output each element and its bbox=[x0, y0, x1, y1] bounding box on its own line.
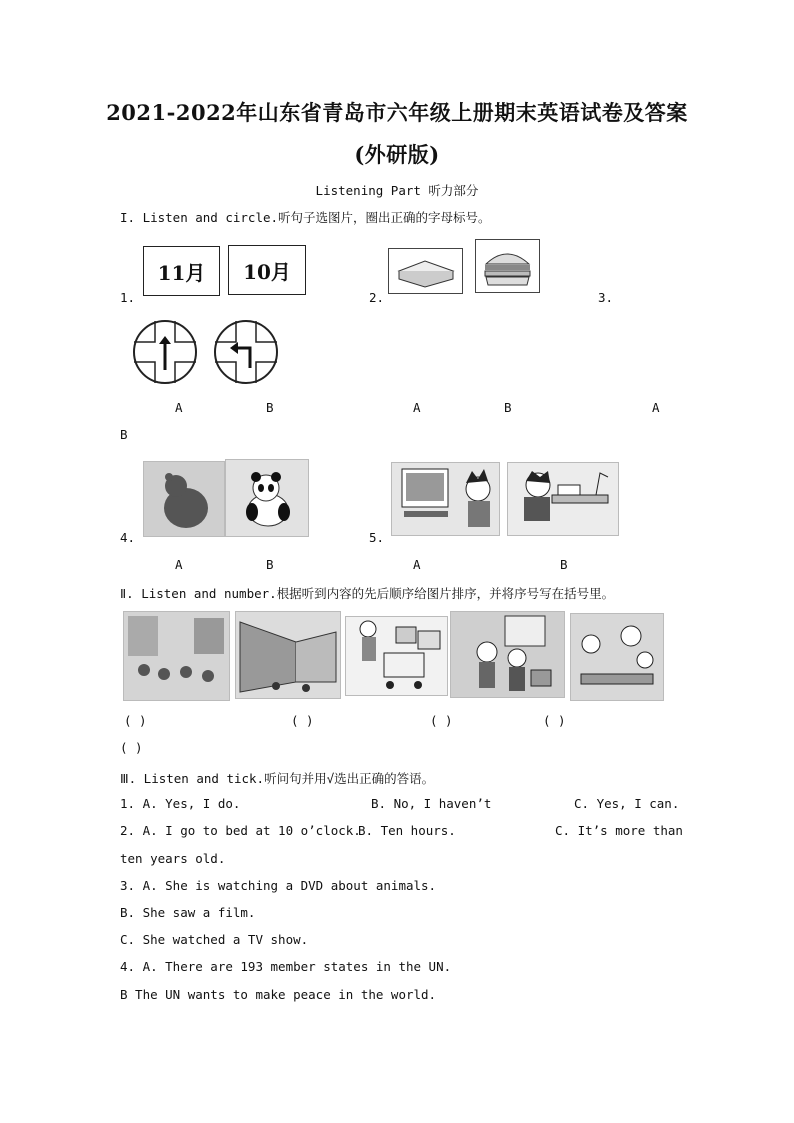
turn-left-sign-icon bbox=[212, 318, 280, 386]
buildings-icon bbox=[236, 612, 340, 698]
bear-image bbox=[143, 461, 225, 537]
parade-street-image bbox=[123, 611, 230, 701]
q5-number: 5. bbox=[369, 530, 385, 545]
label-a-q5: A bbox=[413, 557, 421, 572]
order-bracket-5[interactable]: ( ) bbox=[120, 740, 143, 755]
shopping-cart-icon bbox=[346, 617, 447, 695]
computer-icon bbox=[392, 463, 499, 535]
shopping-cart-image bbox=[345, 616, 448, 696]
q1-number: 1. bbox=[120, 290, 136, 305]
sandwich-image bbox=[388, 248, 463, 294]
sandwich-icon bbox=[389, 249, 462, 293]
panda-image bbox=[225, 459, 309, 537]
q3-number: 3. bbox=[598, 290, 614, 305]
order-bracket-4[interactable]: ( ) bbox=[543, 713, 566, 728]
q4-number: 4. bbox=[120, 530, 136, 545]
order-bracket-3[interactable]: ( ) bbox=[430, 713, 453, 728]
doc-title: 2021-2022年山东省青岛市六年级上册期末英语试卷及答案 bbox=[106, 100, 688, 125]
month-box-november: 11月 bbox=[143, 246, 220, 296]
panda-icon bbox=[226, 460, 308, 536]
q1-option-b: B. No, I haven’t bbox=[371, 796, 492, 811]
label-b-q5: B bbox=[560, 557, 568, 572]
desk-icon bbox=[508, 463, 618, 535]
order-bracket-1[interactable]: ( ) bbox=[124, 713, 147, 728]
q2-number: 2. bbox=[369, 290, 385, 305]
label-a-q4: A bbox=[175, 557, 183, 572]
label-b-q2: B bbox=[504, 400, 512, 415]
month-box-october: 10月 bbox=[228, 245, 306, 295]
label-b-q1: B bbox=[266, 400, 274, 415]
section3-heading: Ⅲ. Listen and tick.听问句并用√选出正确的答语。 bbox=[120, 771, 435, 786]
q3-option-a: 3. A. She is watching a DVD about animals. bbox=[120, 878, 437, 893]
family-icon bbox=[571, 614, 663, 700]
children-icon bbox=[451, 612, 564, 697]
section1-heading: I. Listen and circle.听句子选图片，圈出正确的字母标号。 bbox=[120, 210, 491, 225]
q2-option-c: C. It’s more than bbox=[555, 823, 683, 838]
boy-using-computer-image bbox=[391, 462, 500, 536]
bear-icon bbox=[144, 462, 224, 536]
q2-option-a: 2. A. I go to bed at 10 o’clock. bbox=[120, 823, 361, 838]
label-a-q1: A bbox=[175, 400, 183, 415]
order-bracket-2[interactable]: ( ) bbox=[291, 713, 314, 728]
label-b-q4: B bbox=[266, 557, 274, 572]
section2-heading: Ⅱ. Listen and number.根据听到内容的先后顺序给图片排序，并将序号写在括号里。 bbox=[120, 586, 615, 601]
q3-option-c: C. She watched a TV show. bbox=[120, 932, 309, 947]
q2-option-c-continued: ten years old. bbox=[120, 851, 226, 866]
hamburger-icon bbox=[476, 240, 539, 292]
hamburger-image bbox=[475, 239, 540, 293]
q3-option-b: B. She saw a film. bbox=[120, 905, 256, 920]
doc-subtitle: (外研版) bbox=[354, 142, 440, 167]
q4-option-a: 4. A. There are 193 member states in the UN. bbox=[120, 959, 452, 974]
q2-option-b: B. Ten hours. bbox=[358, 823, 456, 838]
listening-header: Listening Part 听力部分 bbox=[315, 183, 479, 198]
label-a-q2: A bbox=[413, 400, 421, 415]
go-straight-sign-icon bbox=[131, 318, 199, 386]
label-b-q3: B bbox=[120, 427, 128, 442]
crowd-icon bbox=[124, 612, 229, 700]
q1-option-c: C. Yes, I can. bbox=[574, 796, 680, 811]
family-dinner-image bbox=[570, 613, 664, 701]
label-a-q3: A bbox=[652, 400, 660, 415]
boy-drawing-at-desk-image bbox=[507, 462, 619, 536]
q4-option-b: B The UN wants to make peace in the world. bbox=[120, 987, 437, 1002]
city-street-image bbox=[235, 611, 341, 699]
children-with-gift-image bbox=[450, 611, 565, 698]
q1-option-a: 1. A. Yes, I do. bbox=[120, 796, 241, 811]
